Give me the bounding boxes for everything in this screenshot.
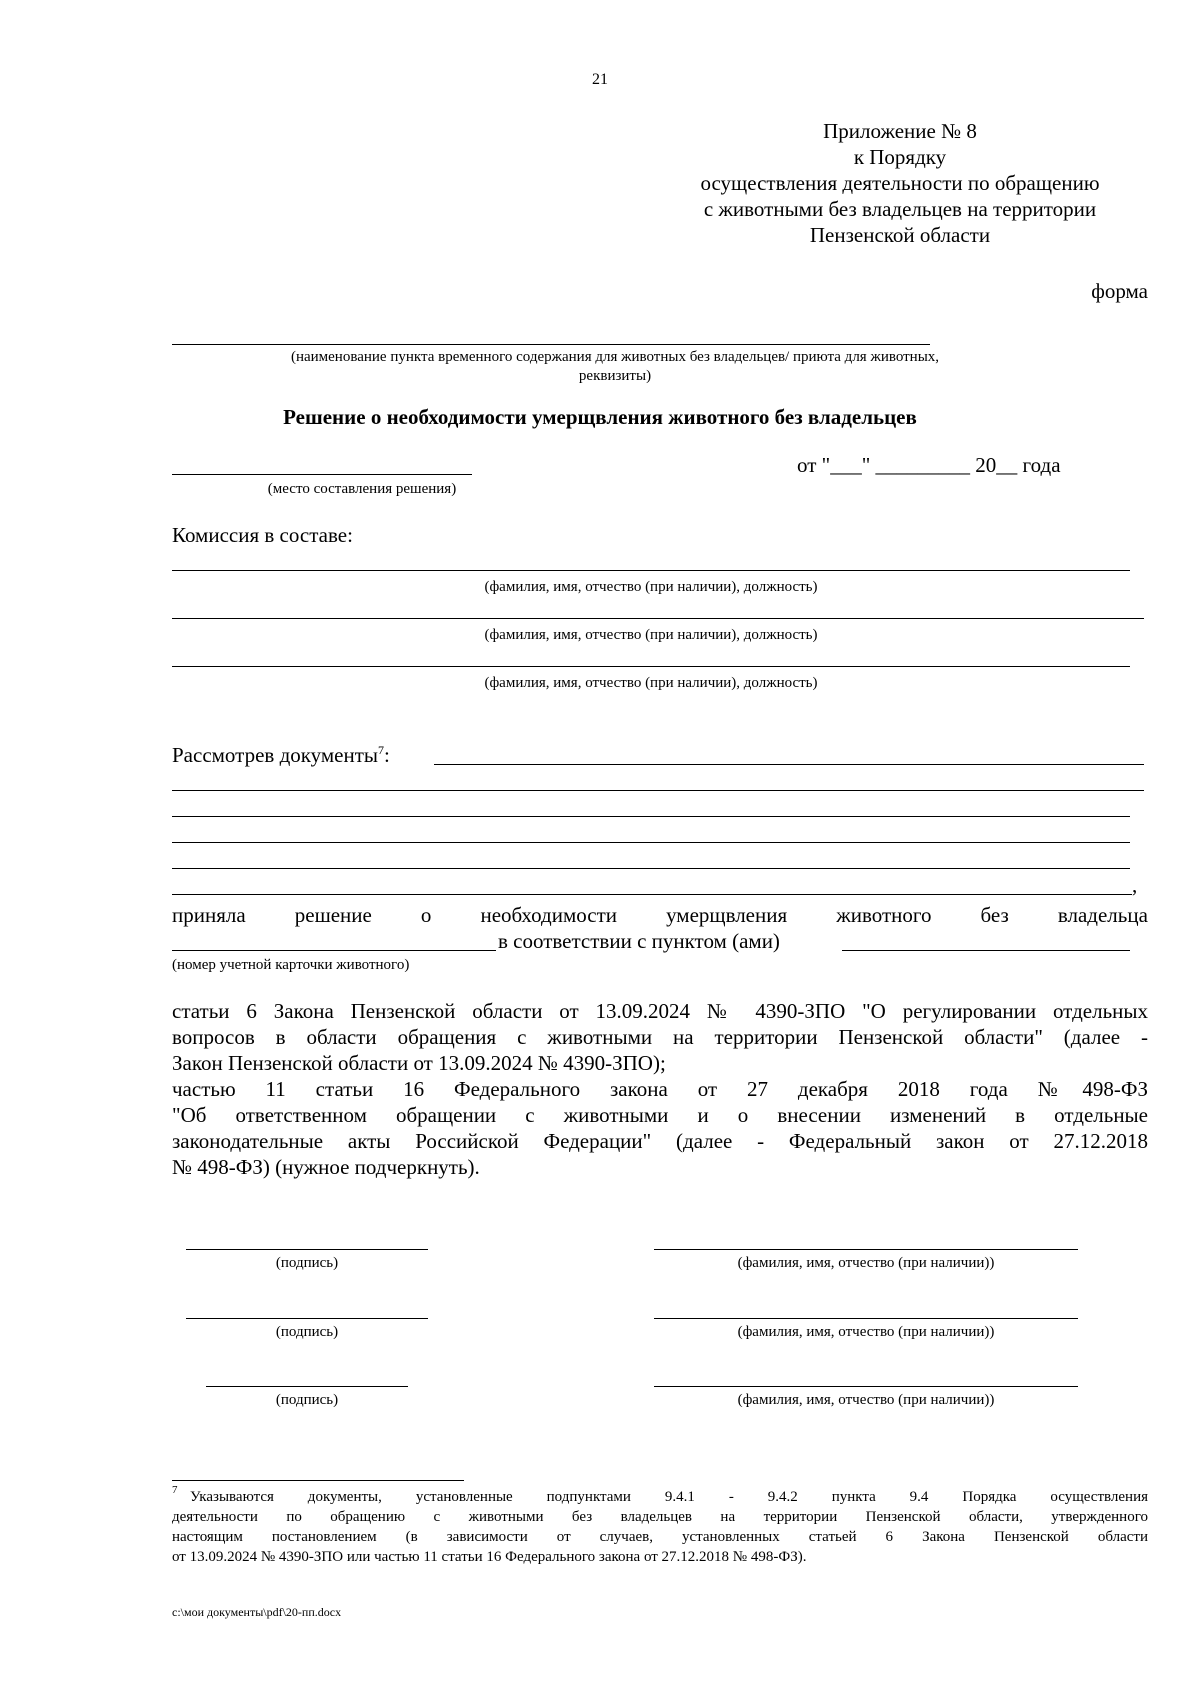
animal-card-number-line[interactable] — [172, 950, 496, 951]
reviewed-documents-line-4[interactable] — [172, 842, 1130, 843]
file-path: c:\мои документы\pdf\20-пп.docx — [172, 1605, 342, 1619]
appendix-line-3: осуществления деятельности по обращению — [700, 171, 1100, 195]
decision-line-1 — [172, 902, 1148, 928]
decision-word: владельца — [1057, 903, 1148, 927]
fio-line-1[interactable] — [654, 1249, 1078, 1250]
signature-line-1[interactable] — [186, 1249, 428, 1250]
reviewed-documents-line-6[interactable] — [172, 894, 1132, 895]
appendix-line-5: Пензенской области — [809, 223, 991, 247]
shelter-caption-line-1: (наименование пункта временного содержания для животных без владельцев/ приюта для животных, — [290, 349, 940, 365]
law-line-5: "Об ответственном обращении с животными и о внесении изменений в отдельные — [172, 1103, 1148, 1127]
appendix-number: Приложение № 8 — [823, 119, 977, 143]
document-title: Решение о необходимости умерщвления животного без владельцев — [283, 405, 917, 429]
fio-caption-1: (фамилия, имя, отчество (при наличии)) — [737, 1255, 995, 1271]
footnote-line-2: деятельности по обращению с животными без владельцев на территории Пензенской области, утвержденного — [172, 1509, 1148, 1525]
footnote-number-mark: 7 — [172, 1484, 178, 1496]
fio-line-3[interactable] — [654, 1386, 1078, 1387]
place-caption: (место составления решения) — [267, 481, 457, 497]
reviewed-label-text: Рассмотрев документы — [172, 743, 379, 767]
law-line-7: № 498-ФЗ) (нужное подчеркнуть). — [172, 1155, 480, 1179]
decision-word: без — [980, 903, 1009, 927]
reviewed-documents-line-3[interactable] — [172, 816, 1130, 817]
place-line[interactable] — [172, 474, 472, 475]
commission-label: Комиссия в составе: — [172, 523, 353, 547]
reviewed-documents-line-1[interactable] — [434, 764, 1144, 765]
commission-member-line-2[interactable] — [172, 618, 1144, 619]
decision-word: животного — [836, 903, 932, 927]
signature-caption-1: (подпись) — [275, 1255, 339, 1271]
reviewed-documents-line-2[interactable] — [172, 790, 1144, 791]
appendix-line-4: с животными без владельцев на территории — [703, 197, 1097, 221]
footnote-ref[interactable]: 7 — [378, 743, 385, 757]
reviewed-end-comma: , — [1132, 873, 1138, 897]
law-clauses-line[interactable] — [842, 950, 1130, 951]
decision-word: решение — [294, 903, 372, 927]
footnote-line-3: настоящим постановлением (в зависимости от случаев, установленных статьей 6 Закона Пензенской области — [172, 1529, 1148, 1545]
signature-caption-3: (подпись) — [275, 1392, 339, 1408]
reviewed-colon: : — [384, 743, 390, 767]
fio-line-2[interactable] — [654, 1318, 1078, 1319]
decision-line-2-text: в соответствии с пунктом (ами) — [498, 929, 780, 953]
appendix-line-2: к Порядку — [853, 145, 947, 169]
law-line-2: вопросов в области обращения с животными на территории Пензенской области" (далее - — [172, 1025, 1148, 1049]
law-line-4: частью 11 статьи 16 Федерального закона от 27 декабря 2018 года №498-ФЗ — [172, 1077, 1148, 1101]
commission-member-caption-3: (фамилия, имя, отчество (при наличии), должность) — [484, 675, 818, 691]
signature-line-3[interactable] — [206, 1386, 408, 1387]
decision-word: умерщвления — [666, 903, 788, 927]
page-number: 21 — [592, 71, 608, 88]
reviewed-label — [172, 742, 390, 768]
commission-member-caption-1: (фамилия, имя, отчество (при наличии), должность) — [484, 579, 818, 595]
decision-word: приняла — [172, 903, 246, 927]
shelter-name-line[interactable] — [172, 344, 930, 345]
footnote-separator — [172, 1480, 464, 1481]
decision-word: необходимости — [480, 903, 617, 927]
reviewed-documents-line-5[interactable] — [172, 868, 1130, 869]
form-label: форма — [1091, 279, 1148, 303]
decision-word: о — [420, 903, 432, 927]
signature-line-2[interactable] — [186, 1318, 428, 1319]
shelter-caption-line-2: реквизиты) — [578, 368, 652, 384]
commission-member-caption-2: (фамилия, имя, отчество (при наличии), должность) — [484, 627, 818, 643]
commission-member-line-1[interactable] — [172, 570, 1130, 571]
commission-member-line-3[interactable] — [172, 666, 1130, 667]
footnote-number — [172, 1486, 178, 1505]
date-line[interactable]: от "___" _________ 20__ года — [797, 453, 1061, 477]
law-line-6: законодательные акты Российской Федерации" (далее - Федеральный закон от 27.12.2018 — [172, 1129, 1148, 1153]
fio-caption-3: (фамилия, имя, отчество (при наличии)) — [737, 1392, 995, 1408]
law-line-3: Закон Пензенской области от 13.09.2024 № 4390-ЗПО); — [172, 1051, 666, 1075]
law-line-1: статьи 6 Закона Пензенской области от 13.09.2024 № 4390-ЗПО "О регулировании отдельных — [172, 999, 1148, 1023]
footnote-line-4: от 13.09.2024 № 4390-ЗПО или частью 11 статьи 16 Федерального закона от 27.12.2018 № 498-ФЗ). — [172, 1549, 807, 1565]
fio-caption-2: (фамилия, имя, отчество (при наличии)) — [737, 1324, 995, 1340]
footnote-line-1: Указываются документы, установленные подпунктами 9.4.1 - 9.4.2 пункта 9.4 Порядка осуществления — [190, 1489, 1148, 1505]
signature-caption-2: (подпись) — [275, 1324, 339, 1340]
card-caption: (номер учетной карточки животного) — [172, 957, 410, 973]
